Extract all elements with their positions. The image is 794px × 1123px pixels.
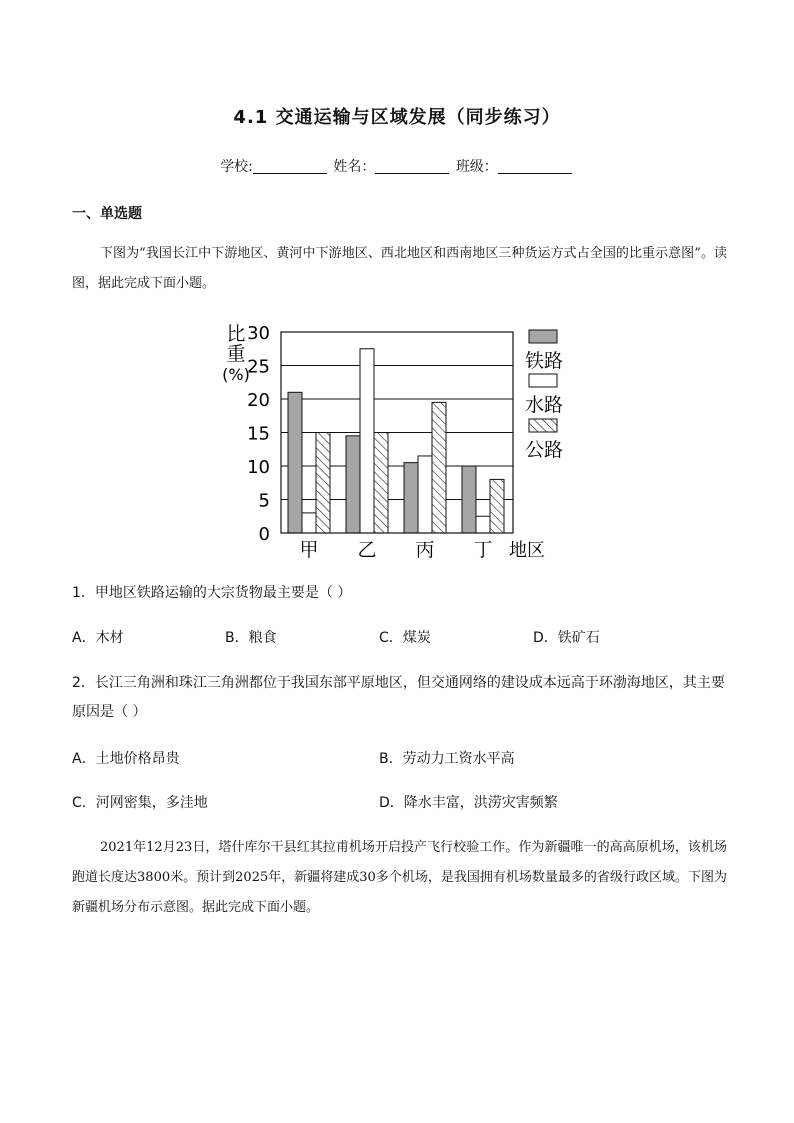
y-axis-label-line: (%) — [222, 365, 250, 384]
y-tick-label: 25 — [247, 356, 270, 378]
y-tick-label: 0 — [258, 524, 270, 545]
class-blank[interactable] — [498, 159, 572, 174]
x-axis-label: 地区 — [509, 540, 545, 561]
question-2-stem: 2．长江三角洲和珠江三角洲都位于我国东部平原地区，但交通网络的建设成本远高于环渤海地区，其主要原因是（ ） — [72, 675, 725, 720]
freight-share-chart — [220, 318, 580, 564]
y-axis-label-line: 比 — [226, 323, 246, 345]
q2-option-d[interactable]: D．降水丰富，洪涝灾害频繁 — [379, 795, 558, 811]
bar-rail-0 — [288, 392, 302, 533]
bar-water-3 — [476, 516, 490, 533]
x-categories — [299, 539, 492, 561]
y-axis-label-line: 重 — [226, 343, 246, 365]
bar-water-1 — [360, 349, 374, 533]
question-2-options-row-1 — [72, 748, 727, 768]
page-title: 4.1 交通运输与区域发展（同步练习） — [233, 107, 561, 128]
legend-swatch — [529, 330, 557, 343]
bar-water-0 — [302, 513, 316, 533]
y-tick-label: 15 — [247, 423, 270, 445]
name-blank[interactable] — [375, 159, 449, 174]
q2-option-b[interactable]: B．劳动力工资水平高 — [379, 751, 515, 767]
bar-road-1 — [374, 433, 388, 534]
legend-label: 铁路 — [525, 350, 564, 372]
class-label: 班级： — [455, 159, 498, 175]
passage-2: 2021年12月23日，塔什库尔干县红其拉甫机场开启投产飞行校验工作。作为新疆唯一的高高原机场，该机场跑道长度达3800米。预计到2025年，新疆将建成30多个机场，是我国拥有机场数量最多的省级行政区域。下图为新疆机场分布示意图。据此完成下面小题。 — [72, 840, 727, 915]
name-label: 姓名： — [333, 159, 376, 175]
q2-option-c[interactable]: C．河网密集，多洼地 — [72, 795, 208, 811]
bar-rail-1 — [346, 436, 360, 533]
section-heading: 一、单选题 — [72, 206, 142, 222]
school-blank[interactable] — [253, 159, 327, 174]
y-tick-label: 20 — [247, 390, 270, 411]
y-ticks — [247, 323, 270, 545]
y-tick-label: 30 — [247, 323, 270, 344]
question-1-stem: 1．甲地区铁路运输的大宗货物最主要是（ ） — [72, 585, 352, 601]
passage-1: 下图为“我国长江中下游地区、黄河中下游地区、西北地区和西南地区三种货运方式占全国的比重示意图”。读图，据此完成下面小题。 — [72, 246, 727, 291]
bar-road-2 — [432, 402, 446, 533]
bars — [288, 349, 504, 533]
legend-label: 水路 — [525, 394, 564, 416]
question-2-options-row-2 — [72, 792, 727, 812]
legend-swatch — [529, 419, 557, 432]
legend-swatch — [529, 374, 557, 387]
legend-label: 公路 — [525, 439, 564, 461]
x-category-label: 丁 — [473, 539, 493, 561]
y-tick-label: 10 — [247, 457, 270, 478]
x-category-label: 甲 — [299, 539, 319, 561]
y-axis-label — [222, 323, 250, 384]
school-label: 学校: — [220, 159, 253, 175]
question-1-options — [72, 627, 727, 647]
bar-rail-2 — [404, 463, 418, 533]
x-category-label: 丙 — [415, 539, 435, 561]
bar-road-0 — [316, 433, 330, 534]
x-category-label: 乙 — [357, 539, 377, 561]
q2-option-a[interactable]: A．土地价格昂贵 — [72, 751, 180, 767]
q1-option-c[interactable]: C．煤炭 — [379, 630, 431, 646]
q1-option-a[interactable]: A．木材 — [72, 630, 124, 646]
y-tick-label: 5 — [258, 490, 270, 512]
student-info-line — [0, 156, 794, 176]
bar-road-3 — [490, 479, 504, 533]
q1-option-d[interactable]: D．铁矿石 — [533, 630, 600, 646]
bar-water-2 — [418, 456, 432, 533]
legend — [525, 330, 563, 461]
bar-rail-3 — [462, 466, 476, 533]
q1-option-b[interactable]: B．粮食 — [225, 630, 277, 646]
